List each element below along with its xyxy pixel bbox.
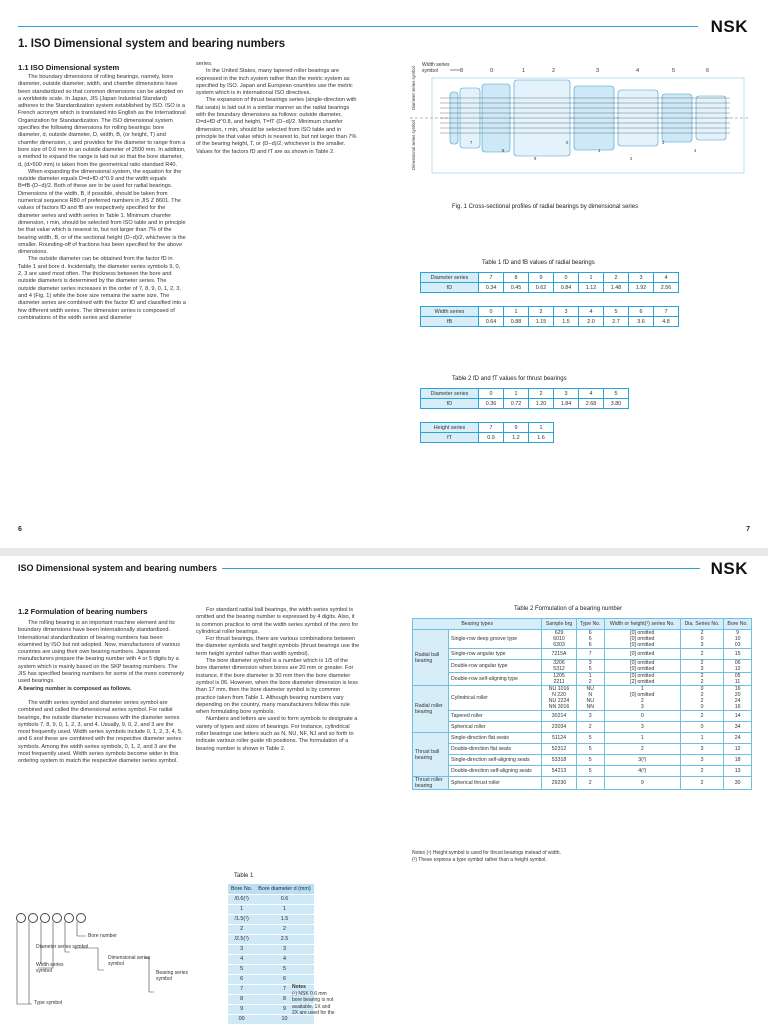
table-cell: 2 [680,711,723,722]
diameter-series-tick: 1 [598,148,601,153]
table-cell: 0.45 [504,283,529,293]
table-cell: 3 [680,755,723,766]
table-cell: 2 [529,389,554,399]
table-cell: 7 [576,649,604,660]
table-cell: 1.20 [529,399,554,409]
table-cell: 0 [604,711,680,722]
table-cell: 1.6 [529,433,554,443]
table-cell: 7 [228,984,255,994]
diameter-series-tick: 3 [662,140,665,145]
section-title: 1. ISO Dimensional system and bearing numbers [18,38,286,50]
table-cell: 2 [228,924,255,934]
table-cell: 3 [255,944,313,954]
width-series-tick: 1 [522,68,526,74]
table-cell: 6 6 6 [576,630,604,649]
table-cell: 1.2 [504,433,529,443]
table-cell: 4.8 [654,317,679,327]
table-row [413,766,752,777]
header-rule [222,568,700,569]
note-line: (¹) NSK 0.6 mm [292,990,327,997]
table-cell: 0.62 [529,283,554,293]
table-cell: 3 [554,389,579,399]
width-series-tick: 0 [490,68,494,74]
width-series-tick: 5 [672,68,676,74]
bearing-group-cell: Thrust ball bearing [413,733,449,777]
table-row [421,433,554,443]
table-cell: NU 1016 N 220 NU 2224 NN 3016 [542,686,576,711]
nsk-logo: NSK [710,559,748,578]
table-cell: 4 [228,954,255,964]
table-cell: 9 [604,777,680,790]
table-cell: 7 [255,984,313,994]
table-2-height [420,422,554,443]
table-cell: 3(²) [604,755,680,766]
table-cell: 1.5 [554,317,579,327]
table-header-cell: Dia. Series No. [680,619,723,630]
table-cell: 2 [680,649,723,660]
table-cell: [0] omitted [2] omitted [604,673,680,686]
table-1-caption: Table 1 fD and fB values of radial bearings [482,260,595,266]
table-cell: 23034 [542,722,576,733]
table-cell: 7 [479,423,504,433]
table-cell: 2 [604,744,680,755]
table-cell: 3 [554,307,579,317]
table-header-cell: Bore No. [228,884,255,894]
table-row [413,711,752,722]
table-cell: 34 [724,722,752,733]
table-cell: 7 [654,307,679,317]
page-number-left: 6 [18,526,22,533]
subsection-title: 1.2 Formulation of bearing numbers [18,607,148,616]
paragraph: The width series symbol and diameter series symbol are combined and called the dimensional series symbol. For radial bearings, the outside diameter increases with the diameter series symbols 7, 8, 9, 0, 1, 2, 3, and 4. Usually, 9, 0, 2, and 3 are the most frequently used. Width series symbols include 0, 1, 2, 3, 4, 5, and 6 and these are combined with the respective diameter series symbols. Among the width series symbols, 0, 1, 2, and 3 are the most frequently used. Width series symbols become wider in this ordering system to match the respective diameter series symbol. [18,699,183,765]
table-row [413,630,752,649]
page-number-right: 7 [746,526,750,533]
table-cell: 0.36 [479,399,504,409]
table-cell: 4(²) [604,766,680,777]
width-series-tick: 3 [596,68,600,74]
page-separator [0,548,768,556]
table-cell: 4 [654,273,679,283]
table-cell: 6 [228,974,255,984]
table-cell: 6 [629,307,654,317]
table-row [228,924,314,934]
table-cell: 5 [255,964,313,974]
body-column-1 [18,620,186,766]
table-row [421,423,554,433]
table-cell: 1 [0] omitted 2 3 [604,686,680,711]
table-cell: 1 [579,273,604,283]
table-cell: 2 [680,777,723,790]
paragraph: The expansion of thrust bearings series (single-direction with flat seats) is laid out in a similar manner as the radial bearings with the boundary dimensions as follows: outside diameter, D=d+fD·d^0.8, and height, T=fT·(D−d)/2. Minimum chamfer dimension, r min, should be selected from ISO table and in principle be that value which is nearest to, but not larger than 7% of the bearing height, T, or (D−d)/2, whichever is the smaller. Values for the factors fD and fT are as shown in Table 2. [196,97,357,155]
table-cell: 8 [228,994,255,1004]
table-cell: 15 [724,649,752,660]
paragraph: The outside diameter can be obtained from the factor fD in Table 1 and bore d. Incidentally, the diameter series symbols 9, 0, 2, 3 are used most often. The thickness between the bore and outside diameters is determined by the diameter series. The outside diameter series increases in the order of 7, 8, 9, 0, 1, 2, 3, and 4 (Fig. 1) while the bore size remains the same size. The diameter series are combined with the factor fD and classified into a few different width series. The dimension series is composed of combinations of the width series and diameter [18,256,186,321]
paragraph: A bearing number is composed as follows. [18,685,132,692]
table-1-caption: Table 1 [234,873,254,879]
table-cell: 0.84 [554,283,579,293]
table-cell: 5 [576,755,604,766]
table-cell: 1.48 [604,283,629,293]
table-1-width [420,306,679,327]
table-cell: 1205 2211 [542,673,576,686]
note-line: (²) These express a type symbol rather than a height symbol. [412,856,547,863]
table-cell: 10 [255,1014,313,1024]
table-cell: 3206 5312 [542,660,576,673]
table-cell: 1 [228,904,255,914]
table-cell: Double-row self-aligning type [449,673,542,686]
paragraph: The rolling bearing is an important machine element and its boundary dimensions have been internationally standardized. International standardization of bearing numbers has been examined by ISO but not adopted. Now, manufacturers of various countries are using their own bearing numbers. Japanese manufacturers prepare the bearing number with 4 or 5 digits by a system which is mainly based on the SKP bearing numbers. The JIS has specified bearing numbers for some of the more commonly used bearings. [18,620,185,685]
bore-notes [292,984,372,1017]
table-cell: Double-direction self-aligning seats [449,766,542,777]
table-cell: 51124 [542,733,576,744]
table-cell: Single-direction self-aligning seats [449,755,542,766]
table-cell: 00 [228,1014,255,1024]
table-cell: 3.6 [629,317,654,327]
table-header-cell: Type No. [576,619,604,630]
table-row [413,755,752,766]
table-cell: 12 [724,744,752,755]
table-header-cell: Bore No. [724,619,752,630]
table-cell: 9 10 03 [724,630,752,649]
table-cell: 0 [479,307,504,317]
table-cell: 2 [680,766,723,777]
table-cell: 5 [228,964,255,974]
dimensional-series-label: Dimensional series symbol [108,955,151,967]
table-row [413,744,752,755]
table-header-cell: Width or height(¹) series No. [604,619,680,630]
running-header: ISO Dimensional system and bearing numbers [18,563,218,573]
table-cell: 8 [255,994,313,1004]
table-row [413,686,752,711]
table-cell: fD [421,283,479,293]
table-cell: Single-row angular type [449,649,542,660]
table-cell: 4 [579,389,604,399]
table-header-cell: Sample brg [542,619,576,630]
table-cell: 30 [724,777,752,790]
bearing-group-cell: Radial ball bearing [413,630,449,686]
width-series-tick: 2 [552,68,556,74]
table-row [228,944,314,954]
table-cell: 0 2 2 0 [680,686,723,711]
table-row [228,904,314,914]
table-cell: Single-row deep groove type [449,630,542,649]
header-rule [18,26,698,27]
dimensional-series-label: Dimensional series symbol [411,120,416,170]
table-cell: 30214 [542,711,576,722]
table-cell: 5 [604,307,629,317]
table-cell: 8 [504,273,529,283]
table-formulation-caption: Table 2 Formulation of a bearing number [514,606,623,612]
table-cell: 1 [504,389,529,399]
table-cell: 3 [228,944,255,954]
diameter-series-tick: 0 [566,140,569,145]
table-cell: 06 12 [724,660,752,673]
table-row [228,934,314,944]
table-cell: 5 [604,389,629,399]
table-row [413,649,752,660]
table-cell: 14 [724,711,752,722]
type-symbol-label: Type symbol [34,1000,63,1006]
table-cell: 1.84 [554,399,579,409]
bearing-series-label: Bearing series symbol [156,970,188,982]
table-cell: 1 [529,423,554,433]
paragraph: The boundary dimensions of rolling bearings, namely, bore diameter, outside diameter, width, and chamfer dimensions have been standardized so that common dimensions can be adopted on a worldwide scale. In Japan, JIS (Japan Industrial Standard) adheres to the Standardization system established by ISO. ISO is a French acronym which is translated into English as the International Organization for Standardization. The ISO dimensional system specifies the following dimensions for rolling bearings: bore diameter, d, outside diameter, D, width, B, (or height, T) and chamfer dimension, r, and provides for the diameter to range from a bore size of 0.6 mm to an outside diameter of 2500 mm. In addition, a method to expand the range is laid out so that the bore diameter, d, (d>500 mm) is taken from the geometrical ratio standard R40. [18,74,186,168]
table-cell: [0] omitted [0] omitted [0] omitted [604,630,680,649]
diameter-series-tick: 2 [630,156,633,161]
table-row [413,660,752,673]
table-row [421,399,629,409]
table-cell: 2 [604,273,629,283]
table-cell: fT [421,433,479,443]
table-cell: /1.5(¹) [228,914,255,924]
table-cell: 0 [680,722,723,733]
paragraph: For thrust bearings, there are various combinations between the diameter symbols and height symbols (thrust bearings use the term height symbol rather than width symbol). [196,636,360,657]
table-cell: 4 [579,307,604,317]
table-cell: Diameter series [421,273,479,283]
table-cell: 7215A [542,649,576,660]
svg-text:Width series: Width series [422,62,450,68]
table-row [413,733,752,744]
note-line: Notes (¹) Height symbol is used for thrust bearings instead of width. [412,850,561,856]
table-cell: 9 [228,1004,255,1014]
paragraph: When expanding the dimensional system, the equation for the outside diameter equals D=d+fD·d^0.9 and the width equals B=fB·(D−d)/2. Both of these are to be used for radial bearings. Dimensions of the width, B, if possible, should be taken from numerical sequence R80 of preferred numbers in JIS Z 8601. The values of factors fD and fB are respectively specified for the diameter series and width series in Table 1. Minimum chamfer dimension, r min, should be selected from ISO table and in principle be that value which is nearest to, but not larger than 7% of the bearing width, B, or of the sectional height (D−d)/2, whichever is the smaller. Rounding-off of fractions has been specified for the above dimensions. [18,168,186,256]
table-cell: 5 [576,744,604,755]
table-cell: 1 [504,307,529,317]
table-1-diameter [420,272,679,293]
table-cell: fB [421,317,479,327]
table-cell: 2 3 [680,660,723,673]
table-formulation [412,618,752,790]
table-cell: 1.12 [579,283,604,293]
table-cell: 9 [529,273,554,283]
table-cell: 1 [680,733,723,744]
table-cell: 0.88 [504,317,529,327]
table-cell: 2.0 [579,317,604,327]
table-cell: /2.5(¹) [228,934,255,944]
note-line: available. 1X and [292,1003,331,1010]
table-cell: 2 [529,307,554,317]
table-row [421,317,679,327]
table-cell: 3 [629,273,654,283]
table-cell: 2 [576,777,604,790]
table-cell: 5 [576,733,604,744]
table-2-caption: Table 2 fD and fT values for thrust bearings [452,376,567,382]
subsection-title: 1.1 ISO Dimensional system [18,63,120,72]
table-cell: 629 6010 6303 [542,630,576,649]
table-row [228,894,314,904]
table-row [413,722,752,733]
table-row [421,307,679,317]
table-row [228,914,314,924]
table-cell: Double-row angular type [449,660,542,673]
table-cell: 1.92 [629,283,654,293]
table-row [228,974,314,984]
table-cell: 5 [576,766,604,777]
table-cell: fD [421,399,479,409]
table-cell: NU N NU NN [576,686,604,711]
table-cell: 0.34 [479,283,504,293]
table-cell: 16 20 24 16 [724,686,752,711]
table-header-cell: Bore diameter d (mm) [255,884,313,894]
paragraph: In the United States, many tapered roller bearings are expressed in the inch system rather than the metric system as specified by ISO. Japan and European countries use the metric system which is in international ISO directives. [196,68,353,97]
table-cell: [0] omitted [604,649,680,660]
table-cell: 1.15 [529,317,554,327]
diameter-series-label: Diameter series symbol [36,944,89,950]
table-row [421,389,629,399]
bore-number-label: Bore number [88,933,117,939]
table-row [228,964,314,974]
diameter-series-tick: 9 [534,156,537,161]
table-row [228,954,314,964]
table-cell: 0.64 [479,317,504,327]
diameter-series-label: Diameter series symbol [411,66,416,110]
table-cell: Height series [421,423,479,433]
table-cell: Cylindrical roller [449,686,542,711]
paragraph: For standard radial ball bearings, the width series symbol is omitted and the bearing number is expressed by 4 digits. Also, it is common practice to omit the width series symbol of the zero for cylindrical roller bearings. [196,607,359,635]
table-cell: 0.72 [504,399,529,409]
width-series-tick: 8 [460,68,464,74]
bearing-group-cell: Thrust roller bearing [413,777,449,790]
paragraph: Numbers and letters are used to form symbols to designate a variety of types and sizes of bearings. For instance, cylindrical roller bearings use letters such as N, NU, NF, NJ and so forth to indicate various roller guide rib positions. The formulation of a bearing number is shown in Table 2. [196,716,358,752]
table-cell: 3 [576,711,604,722]
table-header-row [413,619,752,630]
table-cell: 6 [255,974,313,984]
table-cell: 2 [576,722,604,733]
paragraph: series. [196,61,213,67]
width-series-tick: 6 [706,68,710,74]
table-cell: 3 5 [576,660,604,673]
note-line: Notes [292,984,306,990]
table-cell: 05 11 [724,673,752,686]
table-header-row [228,884,314,894]
table-cell: 2 0 3 [680,630,723,649]
table-cell: 1 [255,904,313,914]
figure-1-caption: Fig. 1 Cross-sectional profiles of radial bearings by dimensional series [452,204,639,210]
width-series-label: Width series symbol [36,962,64,974]
table-cell: [0] omitted [0] omitted [604,660,680,673]
note-line: bore bearing is not [292,997,334,1003]
table-cell: 0.9 [479,433,504,443]
table-cell: Width series [421,307,479,317]
table-cell: Diameter series [421,389,479,399]
nsk-logo: NSK [710,17,748,36]
table-cell: 0 [479,389,504,399]
diameter-series-tick: 8 [502,148,505,153]
table-cell: 7 [479,273,504,283]
table-cell: 3 [680,744,723,755]
table-cell: 2.5 [255,934,313,944]
body-column-1 [18,74,186,322]
table-cell: 9 [255,1004,313,1014]
table-cell: 52312 [542,744,576,755]
table-cell: 18 [724,755,752,766]
table-cell: 24 [724,733,752,744]
figure-1 [410,58,750,188]
table-cell: 0 [554,273,579,283]
table-cell: 3 [604,722,680,733]
table-2-diameter [420,388,629,409]
table-header-cell: Bearing types [413,619,542,630]
table-cell: 1 [604,733,680,744]
table-cell: 29230 [542,777,576,790]
table-cell: 54213 [542,766,576,777]
bearing-group-cell: Radial roller bearing [413,686,449,733]
paragraph: The bore diameter symbol is a number which is 1/5 of the bore diameter dimension when bores are 20 mm or greater. For instance, if the bore diameter is 30 mm then the bore diameter symbol is 06. However, when the bore diameter dimension is less than 17 mm, then the bore diameter symbol is by common practice taken from Table 1. Although bearing numbers vary depending on the country, many manufacturers follow this rule when formulating bore symbols. [196,658,358,716]
table-cell: Tapered roller [449,711,542,722]
table-cell: 0.6 [255,894,313,904]
table-cell: 3.80 [604,399,629,409]
table-cell: Spherical thrust roller [449,777,542,790]
table-cell: 2.7 [604,317,629,327]
table-row [413,777,752,790]
table-row [421,283,679,293]
body-column-2 [196,61,360,156]
diameter-series-tick: 4 [694,148,697,153]
svg-text:symbol: symbol [422,68,438,74]
table-cell: 9 [504,423,529,433]
table-cell: 2.68 [579,399,604,409]
table-row [413,673,752,686]
table-cell: 13 [724,766,752,777]
table-cell: 1.5 [255,914,313,924]
table-cell: 2.56 [654,283,679,293]
diameter-series-tick: 7 [470,140,473,145]
table-cell: 53318 [542,755,576,766]
width-series-tick: 4 [636,68,640,74]
table-cell: 2 [255,924,313,934]
table-cell: /0.6(¹) [228,894,255,904]
body-column-2 [196,607,360,753]
table-cell: 2 2 [680,673,723,686]
table-cell: Single-direction flat seats [449,733,542,744]
note-line: 2X are used for the [292,1010,335,1016]
table-row [421,273,679,283]
table-cell: 1 2 [576,673,604,686]
table-formulation-notes [412,850,742,863]
cross-section-diagram [410,58,750,188]
table-cell: Double-direction flat seats [449,744,542,755]
table-cell: Spherical roller [449,722,542,733]
table-cell: 4 [255,954,313,964]
